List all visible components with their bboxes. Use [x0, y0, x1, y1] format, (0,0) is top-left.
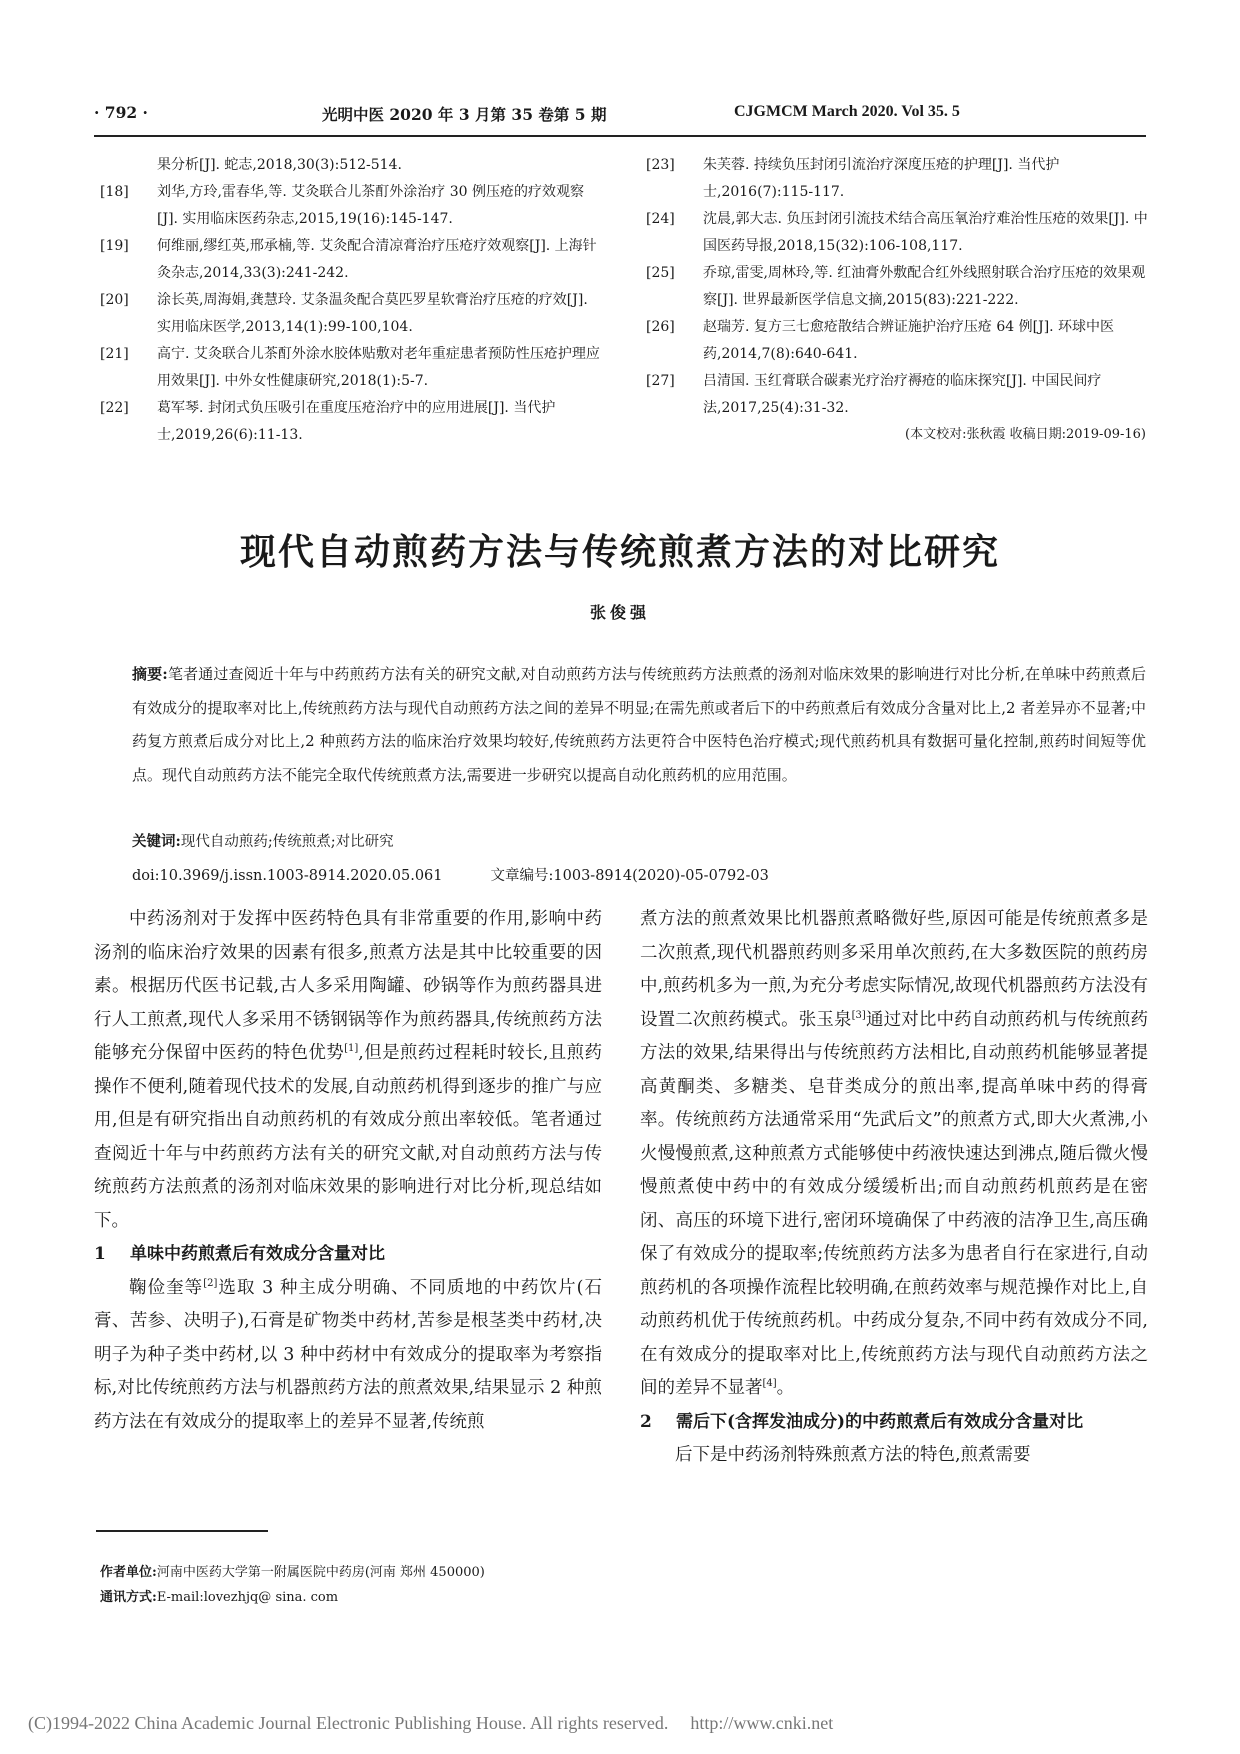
journal-issue-en: CJGMCM March 2020. Vol 35. 5	[734, 103, 960, 120]
keywords-text: 现代自动煎药;传统煎煮;对比研究	[180, 834, 394, 850]
body-right-column	[640, 903, 1148, 1473]
reference-item: [18] 刘华,方玲,雷春华,等. 艾灸联合儿茶酊外涂治疗 30 例压疮的疗效观察[J]. 实用临床医药杂志,2015,19(16):145-147.	[100, 184, 584, 227]
copyright-notice: (C)1994-2022 China Academic Journal Electronic Publishing House. All rights reserved. http://www.cnki.net	[28, 1713, 834, 1733]
reference-item: [23] 朱芙蓉. 持续负压封闭引流治疗深度压疮的护理[J]. 当代护士,2016(7):115-117.	[646, 157, 1060, 200]
continued-paragraph: 煮方法的煎煮效果比机器煎煮略微好些,原因可能是传统煎煮多是二次煎煮,现代机器煎药则多采用单次煎药,在大多数医院的煎药房中,煎药机多为一煎,为充分考虑实际情况,故现代机器煎药方法没有设置二次煎药模式。张玉泉[3]通过对比中药自动煎药机与传统煎药方法的效果,结果得出与传统煎药方法相比,自动煎药机能够显著提高黄酮类、多糖类、皂苷类成分的煎出率,提高单味中药的得膏率。传统煎药方法通常采用“先武后文”的煎煮方式,即大火煮沸,小火慢慢煎煮,这种煎煮方式能够使中药液快速达到沸点,随后微火慢慢煎煮使中药中的有效成分缓缓析出;而自动煎药机煎药是在密闭、高压的环境下进行,密闭环境确保了中药液的洁净卫生,高压确保了有效成分的提取率;传统煎药方法多为患者自行在家进行,自动煎药机的各项操作流程比较明确,在煎药效率与规范操作对比上,自动煎药机优于传统煎药机。中药成分复杂,不同中药有效成分不同,在有效成分的提取率对比上,传统煎药方法与现代自动煎药方法之间的差异不显著[4]。	[640, 909, 1148, 1398]
citation: [1]	[344, 1043, 359, 1055]
citation: [4]	[762, 1378, 777, 1390]
abstract-label: 摘要:	[132, 665, 168, 683]
intro-paragraph: 中药汤剂对于发挥中医药特色具有非常重要的作用,影响中药汤剂的临床治疗效果的因素有很多,煎煮方法是其中比较重要的因素。根据历代医书记载,古人多采用陶罐、砂锅等作为煎药器具进行人工煎煮,现代人多采用不锈钢锅等作为煎药器具,传统煎药方法能够充分保留中医药的特色优势[1],但是煎药过程耗时较长,且煎药操作不便利,随着现代技术的发展,自动煎药机得到逐步的推广与应用,但是有研究指出自动煎药机的有效成分煎出率较低。笔者通过查阅近十年与中药煎药方法有关的研究文献,对自动煎药方法与传统煎药方法煎煮的汤剂对临床效果的影响进行对比分析,现总结如下。	[94, 909, 603, 1231]
citation: [3]	[851, 1009, 866, 1021]
body-left-column	[94, 903, 602, 1439]
affiliation-footnote: 作者单位:河南中医药大学第一附属医院中药房(河南 郑州 450000)	[100, 1565, 485, 1580]
citation: [2]	[203, 1277, 218, 1289]
running-header	[94, 101, 1146, 129]
abstract-text: 笔者通过查阅近十年与中药煎药方法有关的研究文献,对自动煎药方法与传统煎药方法煎煮的汤剂对临床效果的影响进行对比分析,在单味中药煎煮后有效成分的提取率对比上,传统煎药方法与现代自动煎药方法之间的差异不明显;在需先煎或者后下的中药煎煮后有效成分含量对比上,2 者差异亦不显著;中药复方煎煮后成分对比上,2 种煎药方法的临床治疗效果均较好,传统煎药方法更符合中医特色治疗模式;现代煎药机具有数据可量化控制,煎药时间短等优点。现代自动煎药方法不能完全取代传统煎煮方法,需要进一步研究以提高自动化煎药机的应用范围。	[132, 665, 1146, 784]
abstract	[96, 658, 1146, 792]
section-heading: 1 单味中药煎煮后有效成分含量对比	[94, 1244, 385, 1264]
reference-item: [25] 乔琼,雷雯,周林玲,等. 红油膏外敷配合红外线照射联合治疗压疮的效果观察[J]. 世界最新医学信息文摘,2015(83):221-222.	[646, 265, 1146, 308]
proof-note: (本文校对:张秋霞 收稿日期:2019-09-16)	[905, 427, 1146, 442]
reference-item: [21] 高宁. 艾灸联合儿茶酊外涂水胶体贴敷对老年重症患者预防性压疮护理应用效果[J]. 中外女性健康研究,2018(1):5-7.	[100, 346, 600, 389]
reference-item: [22] 葛军琴. 封闭式负压吸引在重度压疮治疗中的应用进展[J]. 当代护士,2019,26(6):11-13.	[100, 400, 556, 443]
section-paragraph: 鞠俭奎等[2]选取 3 种主成分明确、不同质地的中药饮片(石膏、苦参、决明子),石膏是矿物类中药材,苦参是根茎类中药材,决明子为种子类中药材,以 3 种中药材中有效成分的提取率为考察指标,对比传统煎药方法与机器煎药方法的煎煮效果,结果显示 2 种煎药方法在有效成分的提取率上的差异不显著,传统煎	[94, 1277, 603, 1432]
reference-item: [26] 赵瑞芳. 复方三七愈疮散结合辨证施护治疗压疮 64 例[J]. 环球中医药,2014,7(8):640-641.	[646, 319, 1115, 362]
article-number: 文章编号:1003-8914(2020)-05-0792-03	[490, 868, 769, 884]
keywords	[132, 830, 394, 851]
footnote-rule	[96, 1530, 268, 1532]
reference-item: [27] 吕清国. 玉红膏联合碳素光疗治疗褥疮的临床探究[J]. 中国民间疗法,2017,25(4):31-32.	[646, 373, 1102, 416]
doi-line	[132, 864, 769, 885]
references-right-column	[640, 152, 1148, 448]
references-left-column	[94, 152, 602, 449]
footnotes	[100, 1560, 600, 1610]
article-title: 现代自动煎药方法与传统煎煮方法的对比研究	[239, 531, 1000, 573]
reference-item: [19] 何维丽,缪红英,邢承楠,等. 艾灸配合清凉膏治疗压疮疗效观察[J]. 上海针灸杂志,2014,33(3):241-242.	[100, 238, 597, 281]
reference-item: [24] 沈晨,郭大志. 负压封闭引流技术结合高压氧治疗难治性压疮的效果[J]. 中国医药导报,2018,15(32):106-108,117.	[646, 211, 1148, 254]
reference-continuation: 果分析[J]. 蛇志,2018,30(3):512-514.	[157, 157, 402, 173]
doi: doi:10.3969/j.issn.1003-8914.2020.05.061	[132, 868, 443, 884]
section-heading: 2 需后下(含挥发油成分)的中药煎煮后有效成分含量对比	[640, 1411, 1084, 1432]
section-paragraph: 后下是中药汤剂特殊煎煮方法的特色,煎煮需要	[675, 1445, 1031, 1465]
keywords-label: 关键词:	[132, 833, 181, 850]
journal-issue-cn: 光明中医 2020 年 3 月第 35 卷第 5 期	[322, 105, 607, 124]
cnki-link[interactable]: http://www.cnki.net	[690, 1713, 834, 1733]
article-author: 张俊强	[589, 603, 650, 622]
contact-footnote: 通讯方式:E-mail:lovezhjq@ sina. com	[100, 1590, 339, 1605]
page-number: · 792 ·	[94, 103, 148, 122]
reference-item: [20] 涂长英,周海娟,龚慧玲. 艾条温灸配合莫匹罗星软膏治疗压疮的疗效[J]. 实用临床医学,2013,14(1):99-100,104.	[100, 292, 588, 335]
header-rule	[94, 135, 1146, 137]
